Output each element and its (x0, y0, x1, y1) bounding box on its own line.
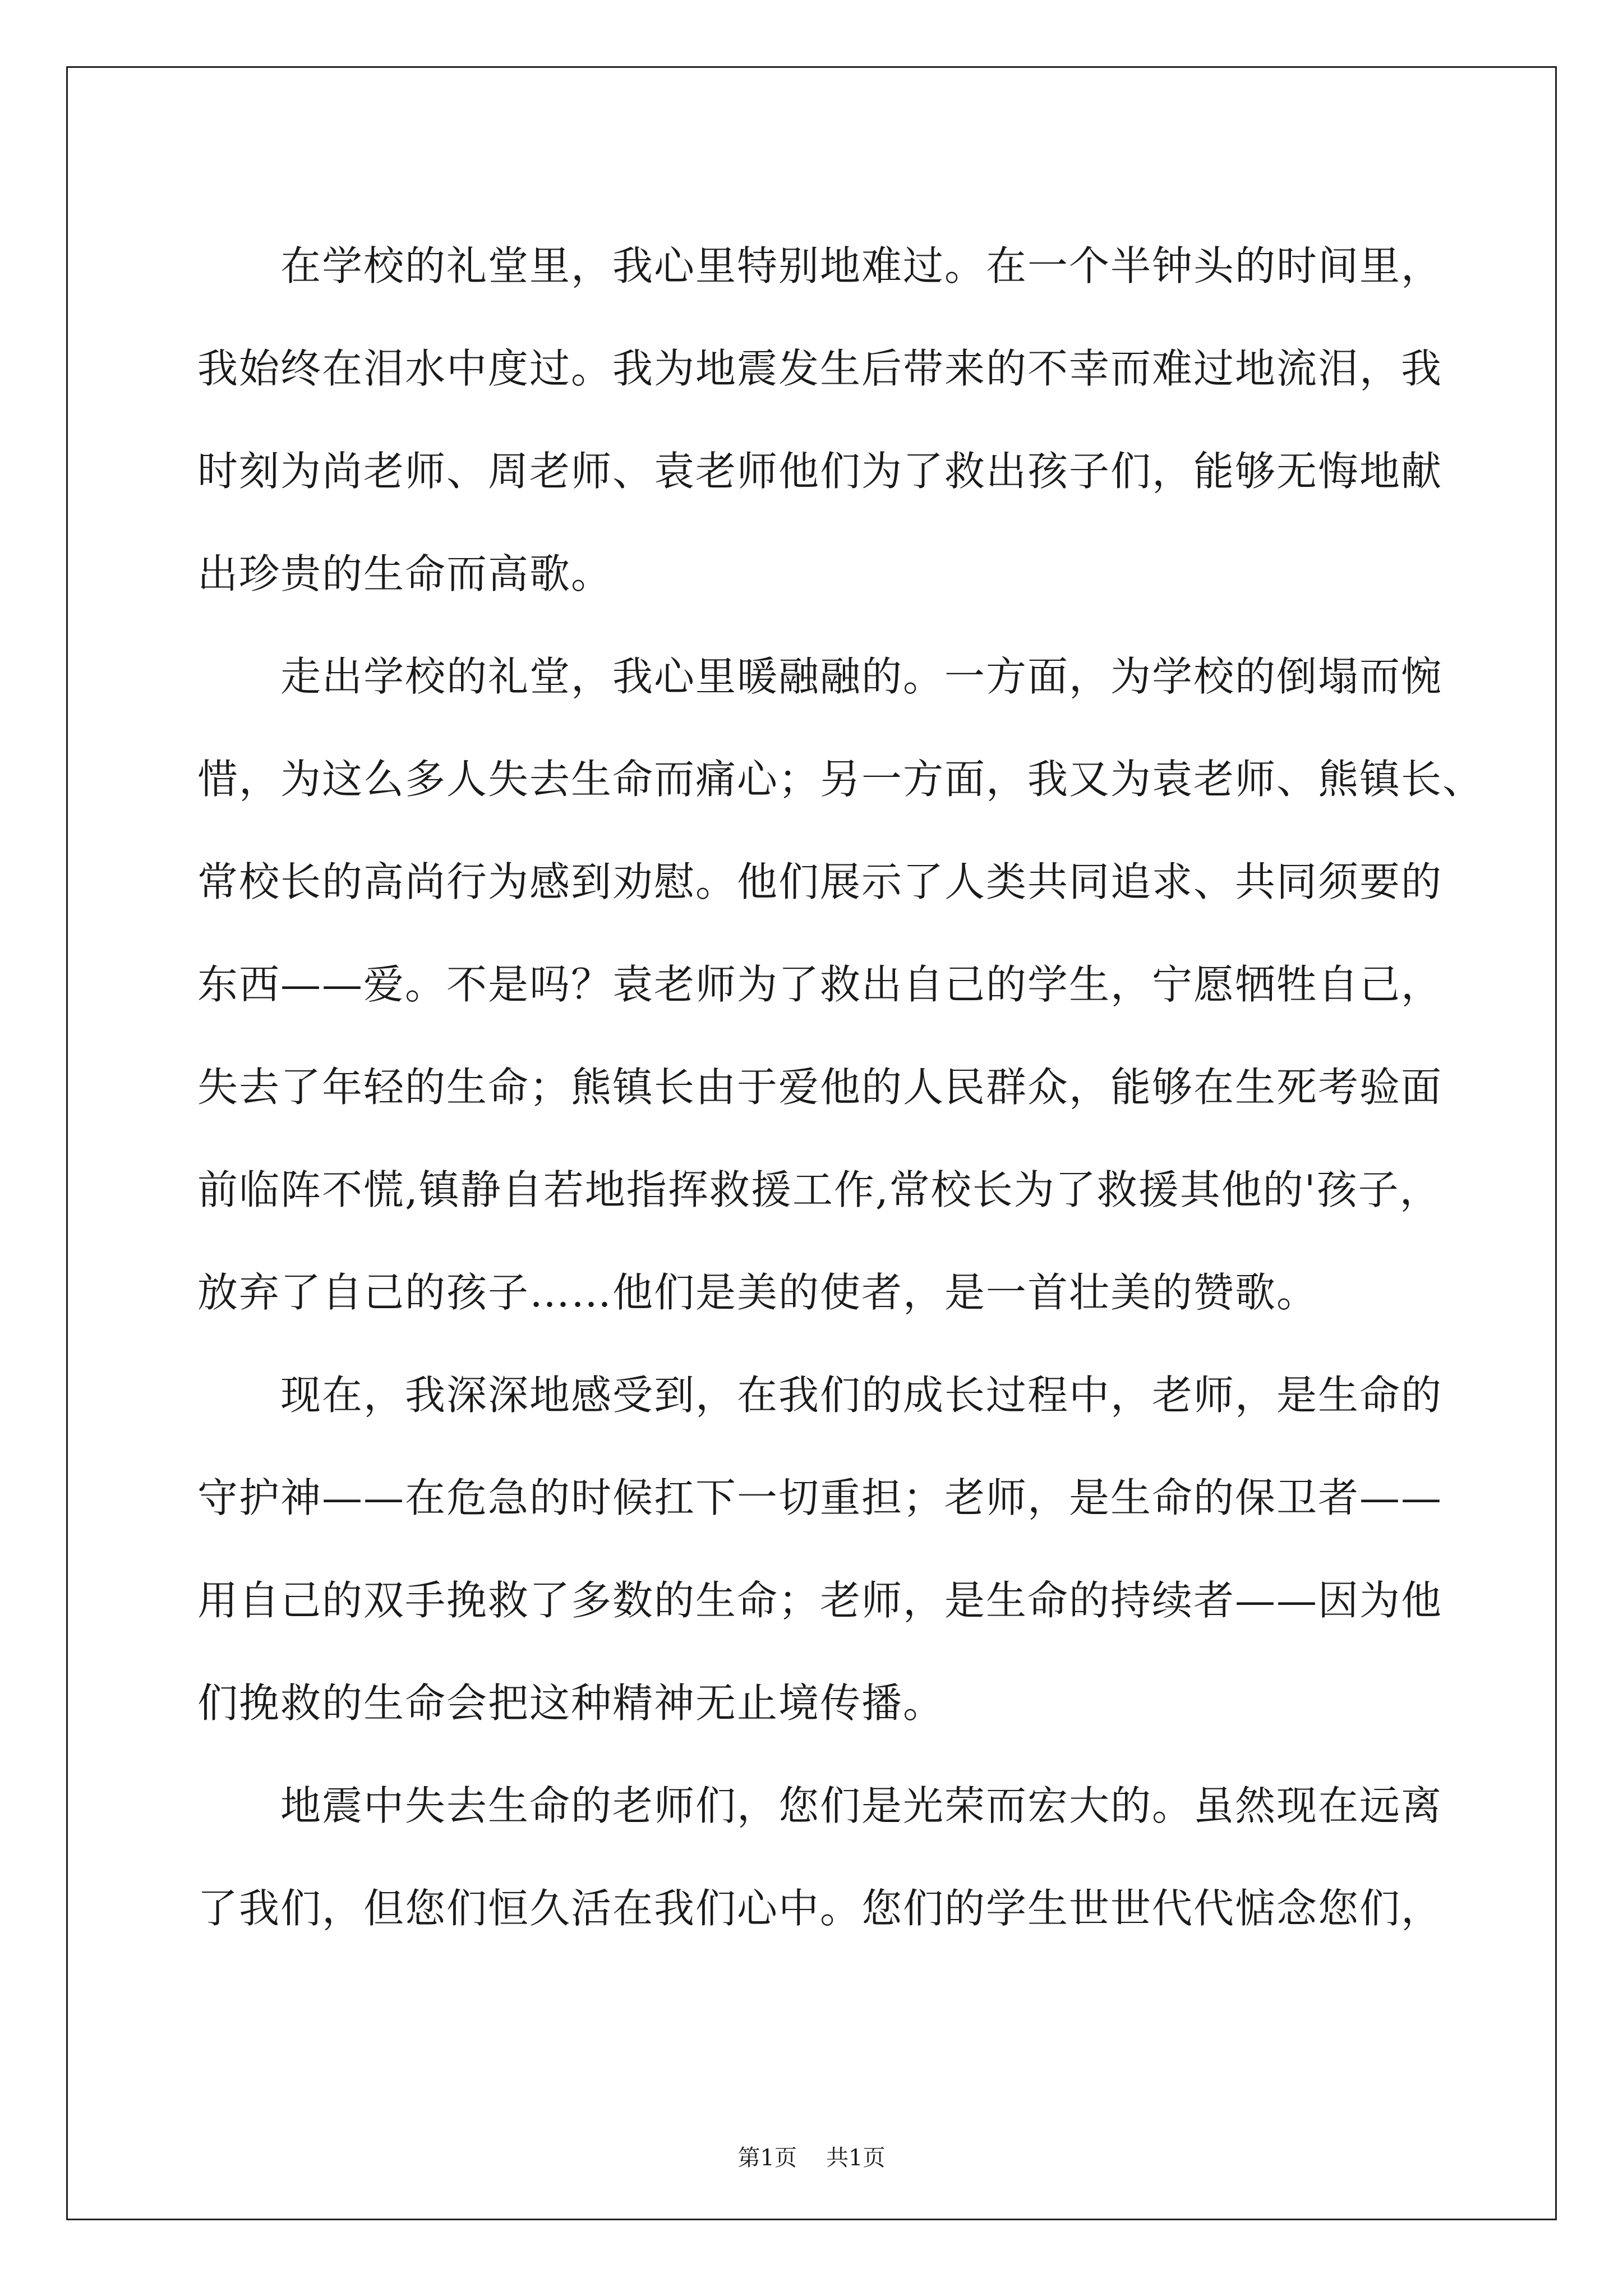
paragraph-line: 常校长的高尚行为感到劝慰。他们展示了人类共同追求、共同须要的 (197, 858, 1443, 905)
paragraph-line: 在学校的礼堂里，我心里特别地难过。在一个半钟头的时间里， (280, 242, 1443, 289)
paragraph-line: 了我们，但您们恒久活在我们心中。您们的学生世世代代惦念您们， (197, 1885, 1443, 1932)
document-body (197, 215, 1484, 1960)
paragraph-line: 失去了年轻的生命；熊镇长由于爱他的人民群众，能够在生死考验面 (197, 1064, 1443, 1111)
page-number: 第1页 (737, 2145, 797, 2171)
paragraph-line: 用自己的双手挽救了多数的生命；老师，是生命的持续者——因为他 (197, 1577, 1443, 1624)
page-total: 共1页 (826, 2145, 886, 2171)
paragraph-line: 们挽救的生命会把这种精神无止境传播。 (197, 1680, 945, 1727)
paragraph-line: 时刻为尚老师、周老师、袁老师他们为了救出孩子们，能够无悔地献 (197, 448, 1443, 495)
paragraph-line: 走出学校的礼堂，我心里暖融融的。一方面，为学校的倒塌而惋 (280, 653, 1443, 700)
paragraph-line: 出珍贵的生命而高歌。 (197, 550, 613, 597)
paragraph-line: 地震中失去生命的老师们，您们是光荣而宏大的。虽然现在远离 (280, 1782, 1443, 1829)
paragraph-line: 现在，我深深地感受到，在我们的成长过程中，老师，是生命的 (280, 1372, 1443, 1419)
page-footer (0, 2140, 1623, 2172)
paragraph-line: 我始终在泪水中度过。我为地震发生后带来的不幸而难过地流泪，我 (197, 345, 1443, 392)
paragraph-line: 守护神——在危急的时候扛下一切重担；老师，是生命的保卫者—— (197, 1474, 1443, 1521)
paragraph-line: 放弃了自己的孩子……他们是美的使者，是一首壮美的赞歌。 (197, 1269, 1318, 1316)
paragraph-line: 惜，为这么多人失去生命而痛心；另一方面，我又为袁老师、熊镇长、 (197, 756, 1484, 803)
paragraph-line: 前临阵不慌,镇静自若地指挥救援工作,常校长为了救援其他的'孩子， (197, 1166, 1441, 1213)
paragraph-line: 东西——爱。不是吗？袁老师为了救出自己的学生，宁愿牺牲自己， (197, 961, 1443, 1008)
